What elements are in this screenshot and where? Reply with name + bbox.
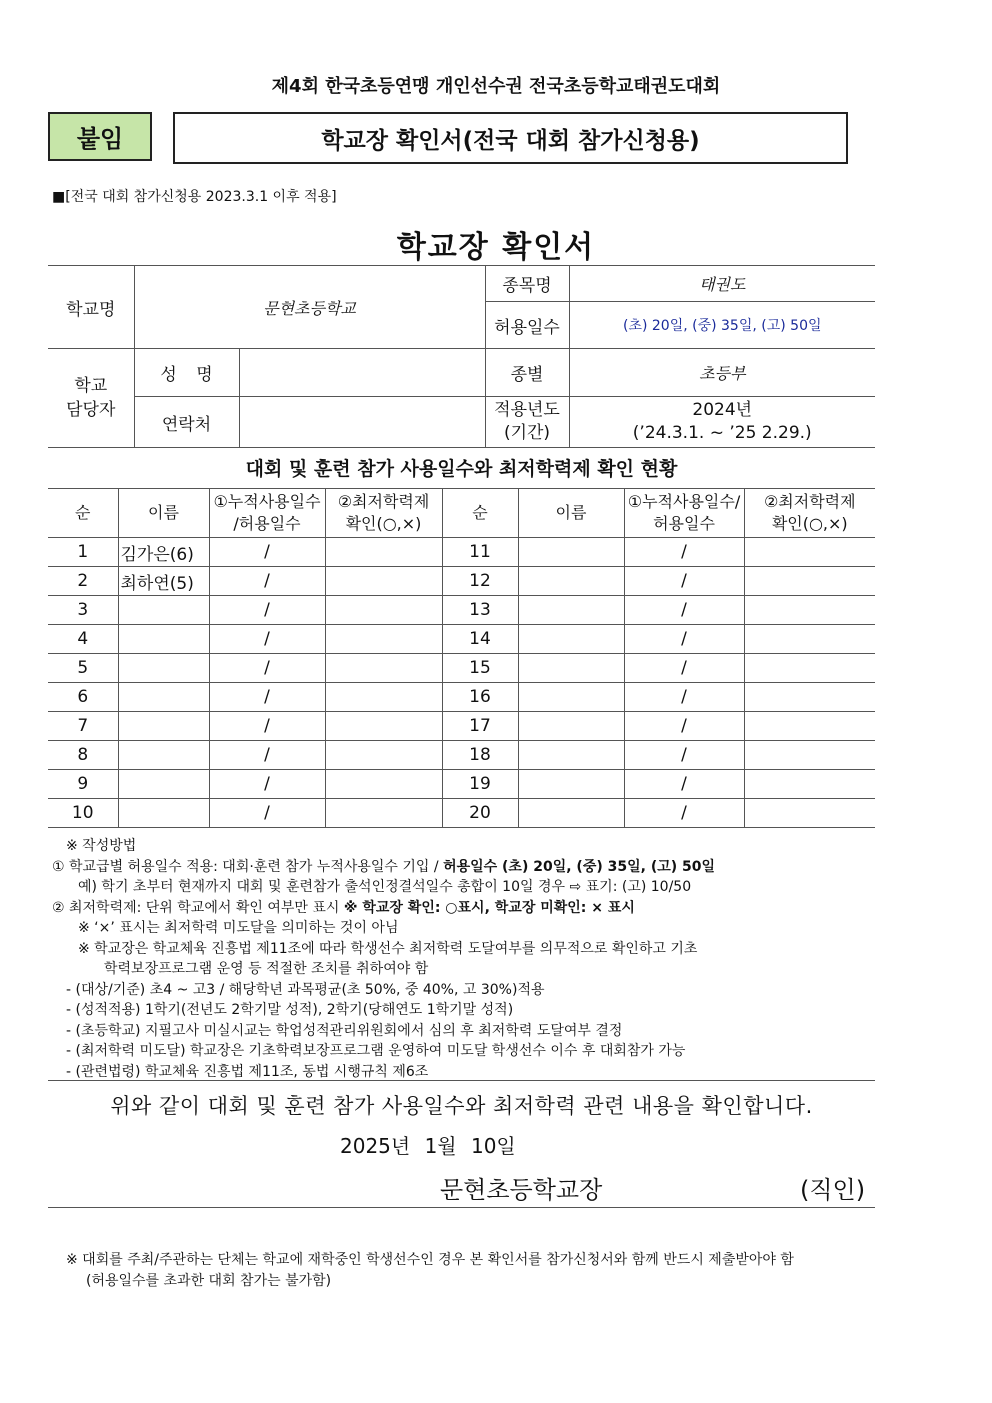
year-value: [569, 397, 875, 448]
row-check[interactable]: [744, 654, 875, 683]
row-check[interactable]: [744, 538, 875, 567]
header-days-right-line2: 허용일수: [653, 514, 715, 533]
year-label: [485, 397, 569, 448]
row-name[interactable]: [118, 799, 209, 828]
row-name[interactable]: [518, 799, 624, 828]
row-days[interactable]: /: [624, 596, 744, 625]
school-name-value[interactable]: 문현초등학교: [134, 266, 485, 349]
row-days[interactable]: /: [209, 538, 325, 567]
footer-note: [66, 1250, 946, 1292]
row-no: 5: [48, 654, 118, 683]
info-table: [48, 265, 875, 448]
division-value[interactable]: 초등부: [569, 349, 875, 397]
row-name[interactable]: [518, 567, 624, 596]
row-days[interactable]: /: [209, 741, 325, 770]
table-row: [48, 683, 875, 712]
header-name-right: 이름: [518, 489, 624, 538]
row-check[interactable]: [325, 567, 442, 596]
confirmation-date[interactable]: 2025년 1월 10일: [340, 1134, 516, 1158]
header-days-line2: /허용일수: [233, 514, 301, 533]
row-no: 4: [48, 625, 118, 654]
row-check[interactable]: [325, 654, 442, 683]
year-label-line1: 적용년도: [494, 400, 560, 420]
school-name-label: 학교명: [48, 266, 134, 349]
row-days[interactable]: /: [209, 683, 325, 712]
row-check[interactable]: [744, 683, 875, 712]
table-row: [48, 596, 875, 625]
row-no: 15: [442, 654, 518, 683]
allowed-days-label: 허용일수: [485, 302, 569, 349]
row-no: 9: [48, 770, 118, 799]
row-check[interactable]: [744, 625, 875, 654]
header-academic-right: [744, 489, 875, 538]
manager-label-line2: 담당자: [66, 400, 116, 420]
row-check[interactable]: [325, 683, 442, 712]
header-no: 순: [48, 489, 118, 538]
guide-line-1a: ① 학교급별 허용일수 적용: 대회·훈련 참가 누적사용일수 기입 /: [52, 858, 444, 875]
row-days[interactable]: /: [209, 596, 325, 625]
row-days[interactable]: /: [624, 625, 744, 654]
manager-label-line1: 학교: [74, 376, 108, 396]
row-check[interactable]: [325, 596, 442, 625]
header-days-right: [624, 489, 744, 538]
row-days[interactable]: /: [624, 683, 744, 712]
division-label: 종별: [485, 349, 569, 397]
header-academic-right-line2: 확인(○,×): [771, 514, 848, 533]
guide-line-9: - (초등학교) 지필고사 미실시교는 학업성적관리위원회에서 심의 후 최저학력 도달여부 결정: [66, 1022, 623, 1039]
name-value[interactable]: [239, 349, 485, 397]
row-no: 14: [442, 625, 518, 654]
table-row: [48, 625, 875, 654]
header-academic: [325, 489, 442, 538]
table-row: [48, 741, 875, 770]
row-name[interactable]: [518, 596, 624, 625]
row-name[interactable]: 김가은(6): [118, 538, 209, 567]
row-name[interactable]: [118, 741, 209, 770]
document-title: 학교장 확인서(전국 대회 참가신청용): [173, 112, 848, 164]
row-no: 18: [442, 741, 518, 770]
row-name[interactable]: 최하연(5): [118, 567, 209, 596]
row-check[interactable]: [325, 770, 442, 799]
guide-line-3: [52, 898, 932, 919]
row-check[interactable]: [744, 799, 875, 828]
row-name[interactable]: [118, 654, 209, 683]
contact-label: 연락처: [134, 397, 239, 448]
header-days-line1: ①누적사용일수: [213, 492, 321, 511]
row-name[interactable]: [518, 741, 624, 770]
header-name: 이름: [118, 489, 209, 538]
table-row: [48, 654, 875, 683]
table-row: [48, 712, 875, 741]
row-no: 6: [48, 683, 118, 712]
guide-line-5: ※ 학교장은 학교체육 진흥법 제11조에 따라 학생선수 최저학력 도달여부를 의무적으로 확인하고 기초: [78, 940, 698, 957]
row-name[interactable]: [518, 683, 624, 712]
row-name[interactable]: [518, 770, 624, 799]
row-days[interactable]: /: [624, 567, 744, 596]
row-no: 17: [442, 712, 518, 741]
footer-line-2: (허용일수를 초과한 대회 참가는 불가함): [86, 1273, 332, 1289]
row-days[interactable]: /: [624, 654, 744, 683]
guide-heading: ※ 작성방법: [66, 838, 137, 854]
row-no: 13: [442, 596, 518, 625]
row-check[interactable]: [744, 741, 875, 770]
row-name[interactable]: [118, 596, 209, 625]
guide-line-7: - (대상/기준) 초4 ~ 고3 / 해당학년 과목평균(초 50%, 중 40%, 고 30%)적용: [66, 981, 545, 998]
event-title: 제4회 한국초등연맹 개인선수권 전국초등학교태권도대회: [271, 76, 721, 97]
period: (’24.3.1. ~ ’25 2.29.): [632, 423, 812, 443]
row-check[interactable]: [325, 712, 442, 741]
table-row: [48, 538, 875, 567]
roster-section-title: 대회 및 훈련 참가 사용일수와 최저학력제 확인 현황: [245, 458, 678, 480]
header-academic-line2: 확인(○,×): [345, 514, 422, 533]
guide-line-10: - (최저학력 미도달) 학교장은 기초학력보장프로그램 운영하여 미도달 학생선수 이수 후 대회참가 가능: [66, 1043, 686, 1059]
guide-line-2: 예) 학기 초부터 현재까지 대회 및 훈련참가 출석인정결석일수 총합이 10일 경우 ⇨ 표기: (고) 10/50: [78, 879, 692, 895]
row-name[interactable]: [518, 712, 624, 741]
row-no: 16: [442, 683, 518, 712]
applies-note: ■[전국 대회 참가신청용 2023.3.1 이후 적용]: [52, 189, 337, 205]
table-row: [48, 799, 875, 828]
guide-line-3a: ② 최저학력제: 단위 학교에서 확인 여부만 표시: [52, 899, 344, 916]
roster-header-row: [48, 489, 875, 538]
contact-value[interactable]: [239, 397, 485, 448]
year: 2024년: [692, 400, 753, 420]
header-academic-right-line1: ②최저학력제: [763, 492, 856, 511]
row-days[interactable]: /: [209, 770, 325, 799]
header-days-right-line1: ①누적사용일수/: [627, 492, 741, 511]
row-name[interactable]: [518, 625, 624, 654]
manager-label: [48, 349, 134, 448]
row-days[interactable]: /: [209, 799, 325, 828]
row-name[interactable]: [518, 538, 624, 567]
guide-line-1b: 허용일수 (초) 20일, (중) 35일, (고) 50일: [443, 858, 716, 875]
row-days[interactable]: /: [624, 799, 744, 828]
row-no: 8: [48, 741, 118, 770]
divider: [48, 1080, 875, 1081]
row-days[interactable]: /: [209, 625, 325, 654]
guide-line-1: [52, 857, 932, 878]
sport-value[interactable]: 태권도: [569, 266, 875, 302]
row-days[interactable]: /: [624, 538, 744, 567]
row-days[interactable]: /: [624, 770, 744, 799]
confirmation-text: 위와 같이 대회 및 훈련 참가 사용일수와 최저학력 관련 내용을 확인합니다.: [110, 1094, 813, 1118]
row-check[interactable]: [744, 567, 875, 596]
row-days[interactable]: /: [624, 741, 744, 770]
divider: [48, 1207, 875, 1208]
guide-line-3b: ※ 학교장 확인: ○표시, 학교장 미확인: × 표시: [343, 899, 635, 916]
row-no: 1: [48, 538, 118, 567]
row-days[interactable]: /: [209, 567, 325, 596]
row-no: 2: [48, 567, 118, 596]
row-no: 10: [48, 799, 118, 828]
row-name[interactable]: [118, 625, 209, 654]
row-name[interactable]: [118, 683, 209, 712]
principal-name: 문현초등학교장: [440, 1176, 603, 1204]
footer-line-1: ※ 대회를 주최/주관하는 단체는 학교에 재학중인 학생선수인 경우 본 확인서를 참가신청서와 함께 반드시 제출받아야 함: [66, 1252, 794, 1268]
header-days: [209, 489, 325, 538]
row-days[interactable]: /: [209, 654, 325, 683]
guide-line-11: - (관련법령) 학교체육 진흥법 제11조, 동법 시행규칙 제6조: [66, 1063, 429, 1080]
guide-line-4: ※ ‘×’ 표시는 최저학력 미도달을 의미하는 것이 아님: [78, 920, 399, 936]
row-check[interactable]: [325, 625, 442, 654]
attachment-tag: 붙임: [48, 112, 152, 161]
row-no: 12: [442, 567, 518, 596]
row-check[interactable]: [325, 799, 442, 828]
table-row: [48, 770, 875, 799]
roster-table: [48, 488, 875, 828]
row-no: 20: [442, 799, 518, 828]
writing-guide: [52, 836, 932, 1082]
header-no-right: 순: [442, 489, 518, 538]
table-row: [48, 567, 875, 596]
guide-line-6: 학력보장프로그램 운영 등 적절한 조치를 취하여야 함: [104, 961, 429, 977]
allowed-days-value[interactable]: (초) 20일, (중) 35일, (고) 50일: [569, 302, 875, 349]
row-name[interactable]: [518, 654, 624, 683]
sport-label: 종목명: [485, 266, 569, 302]
row-days[interactable]: /: [624, 712, 744, 741]
header-academic-line1: ②최저학력제: [337, 492, 430, 511]
guide-line-8: - (성적적용) 1학기(전년도 2학기말 성적), 2학기(당해연도 1학기말 성적): [66, 1002, 514, 1018]
row-days[interactable]: /: [209, 712, 325, 741]
row-check[interactable]: [744, 770, 875, 799]
row-check[interactable]: [744, 712, 875, 741]
row-no: 11: [442, 538, 518, 567]
row-no: 3: [48, 596, 118, 625]
row-check[interactable]: [744, 596, 875, 625]
official-seal: (직인): [800, 1176, 866, 1204]
row-name[interactable]: [118, 770, 209, 799]
row-no: 19: [442, 770, 518, 799]
year-label-line2: (기간): [503, 423, 551, 443]
row-no: 7: [48, 712, 118, 741]
main-title: 학교장 확인서: [396, 230, 596, 265]
row-check[interactable]: [325, 538, 442, 567]
name-label: 성 명: [134, 349, 239, 397]
row-name[interactable]: [118, 712, 209, 741]
row-check[interactable]: [325, 741, 442, 770]
